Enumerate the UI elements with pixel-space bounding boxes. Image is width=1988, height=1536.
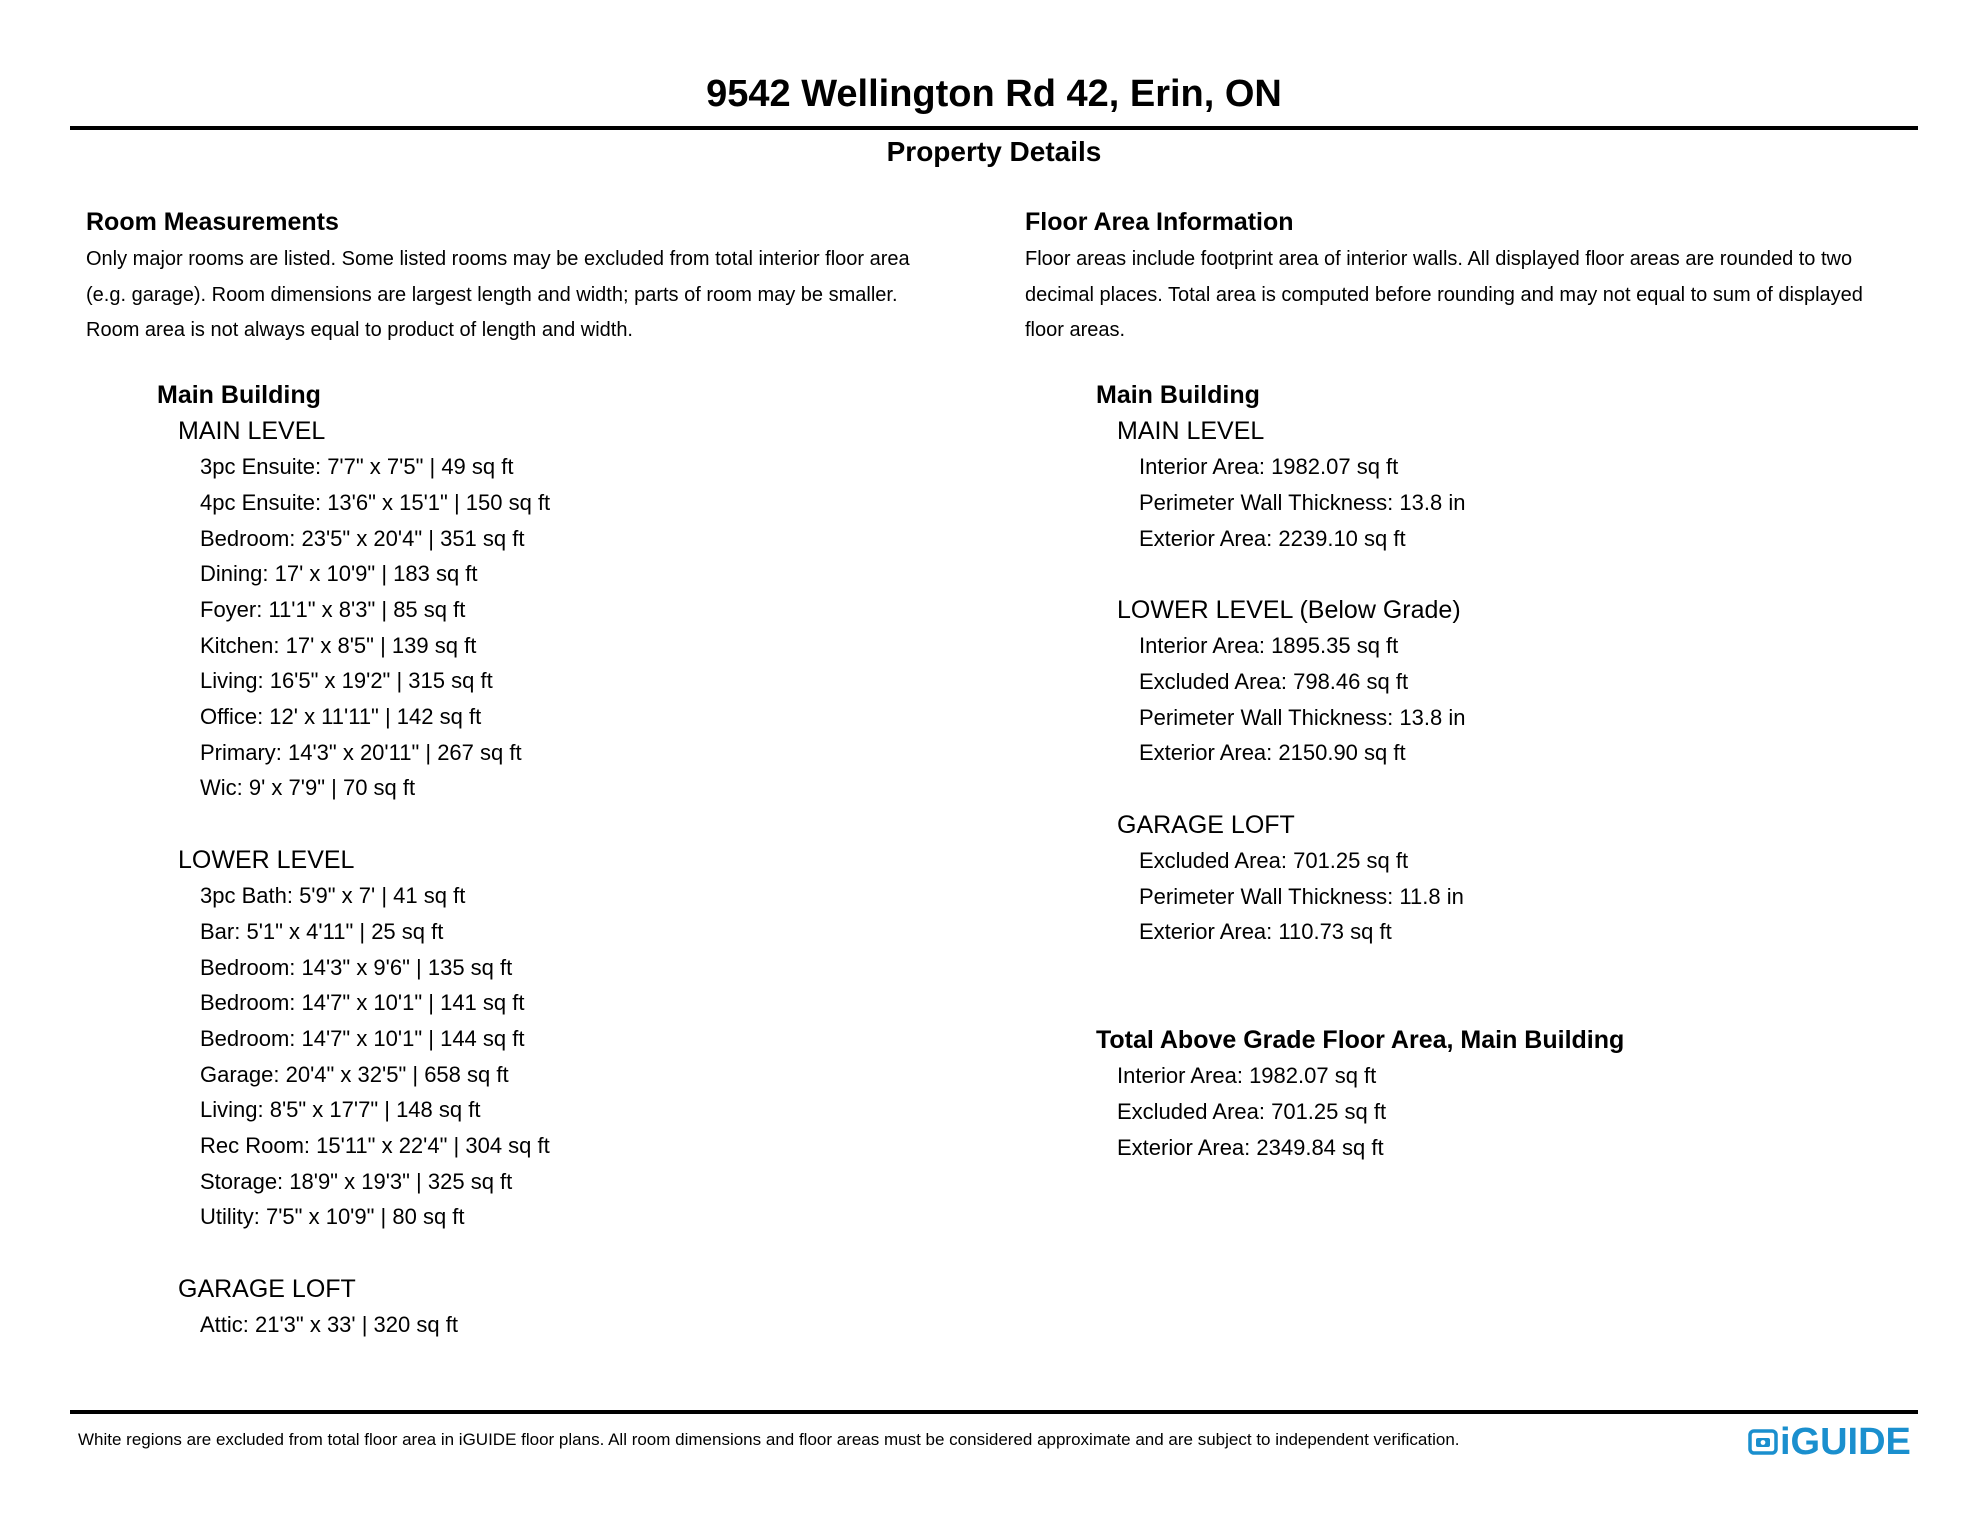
description-line: decimal places. Total area is computed before rounding and may not equal to sum of displayed [1025,283,1863,306]
total-area-item: Interior Area: 1982.07 sq ft [1117,1063,1377,1089]
floor-area-description [1025,242,1925,349]
room-item: Bedroom: 14'3" x 9'6" | 135 sq ft [200,954,513,980]
room-item: 3pc Ensuite: 7'7" x 7'5" | 49 sq ft [200,454,514,480]
room-measurements-section [86,204,986,1343]
footer-disclaimer: White regions are excluded from total floor area in iGUIDE floor plans. All room dimensions and floor areas must be considered approximate and are subject to independent verification. [78,1430,1460,1449]
description-line: Only major rooms are listed. Some listed rooms may be excluded from total interior floor area [86,248,910,270]
page-subtitle: Property Details [886,136,1102,167]
building-name: Main Building [157,381,321,410]
area-item: Interior Area: 1982.07 sq ft [1139,454,1399,480]
room-item: Foyer: 11'1" x 8'3" | 85 sq ft [200,596,466,622]
description-line: Floor areas include footprint area of interior walls. All displayed floor areas are rounded to two [1025,248,1853,270]
description-line: (e.g. garage). Room dimensions are largest length and width; parts of room may be smaller. [86,283,898,306]
footer-divider [70,1410,1918,1414]
room-item: Kitchen: 17' x 8'5" | 139 sq ft [200,632,477,658]
area-item: Exterior Area: 2239.10 sq ft [1139,525,1406,551]
room-item: Rec Room: 15'11" x 22'4" | 304 sq ft [200,1133,550,1159]
room-measurements-description [86,242,986,349]
room-item: Primary: 14'3" x 20'11" | 267 sq ft [200,739,522,765]
header-divider [70,126,1918,130]
page-title: 9542 Wellington Rd 42, Erin, ON [706,73,1282,115]
room-item: Bedroom: 14'7" x 10'1" | 144 sq ft [200,1025,525,1051]
area-item: Perimeter Wall Thickness: 11.8 in [1139,883,1464,909]
room-item: Office: 12' x 11'11" | 142 sq ft [200,704,482,730]
iguide-logo-text: iGUIDE [1780,1421,1911,1463]
area-item: Perimeter Wall Thickness: 13.8 in [1139,704,1466,730]
room-item: Bedroom: 23'5" x 20'4" | 351 sq ft [200,525,525,551]
total-area-item: Exterior Area: 2349.84 sq ft [1117,1134,1384,1160]
room-item: 4pc Ensuite: 13'6" x 15'1" | 150 sq ft [200,489,551,515]
room-item: Bedroom: 14'7" x 10'1" | 141 sq ft [200,990,525,1016]
level-name-garage-loft: GARAGE LOFT [178,1275,356,1304]
total-area-item: Excluded Area: 701.25 sq ft [1117,1098,1387,1124]
area-item: Exterior Area: 2150.90 sq ft [1139,740,1406,766]
floor-area-section [1025,204,1925,1165]
room-item: Storage: 18'9" x 19'3" | 325 sq ft [200,1168,513,1194]
room-item: Living: 16'5" x 19'2" | 315 sq ft [200,668,493,694]
iguide-logo-icon [1748,1427,1778,1457]
level-name-main: MAIN LEVEL [178,417,326,446]
room-item: Attic: 21'3" x 33' | 320 sq ft [200,1312,458,1338]
area-item: Excluded Area: 798.46 sq ft [1139,668,1409,694]
room-item: Bar: 5'1" x 4'11" | 25 sq ft [200,918,444,944]
level-name-main: MAIN LEVEL [1117,417,1265,446]
area-item: Perimeter Wall Thickness: 13.8 in [1139,489,1466,515]
room-item: 3pc Bath: 5'9" x 7' | 41 sq ft [200,883,466,909]
room-item: Garage: 20'4" x 32'5" | 658 sq ft [200,1061,509,1087]
level-name-lower: LOWER LEVEL (Below Grade) [1117,596,1461,625]
room-item: Living: 8'5" x 17'7" | 148 sq ft [200,1097,481,1123]
room-measurements-title: Room Measurements [86,208,339,236]
room-item: Dining: 17' x 10'9" | 183 sq ft [200,561,478,587]
description-line: floor areas. [1025,319,1126,342]
room-item: Wic: 9' x 7'9" | 70 sq ft [200,775,416,801]
area-item: Excluded Area: 701.25 sq ft [1139,848,1409,874]
iguide-logo [1748,1422,1911,1462]
level-name-garage-loft: GARAGE LOFT [1117,811,1295,840]
floor-area-title: Floor Area Information [1025,208,1294,236]
room-item: Utility: 7'5" x 10'9" | 80 sq ft [200,1204,465,1230]
description-line: Room area is not always equal to product of length and width. [86,319,633,342]
area-item: Interior Area: 1895.35 sq ft [1139,633,1399,659]
total-area-title: Total Above Grade Floor Area, Main Building [1096,1026,1625,1055]
level-name-lower: LOWER LEVEL [178,846,355,875]
building-name: Main Building [1096,381,1260,410]
area-item: Exterior Area: 110.73 sq ft [1139,919,1392,945]
